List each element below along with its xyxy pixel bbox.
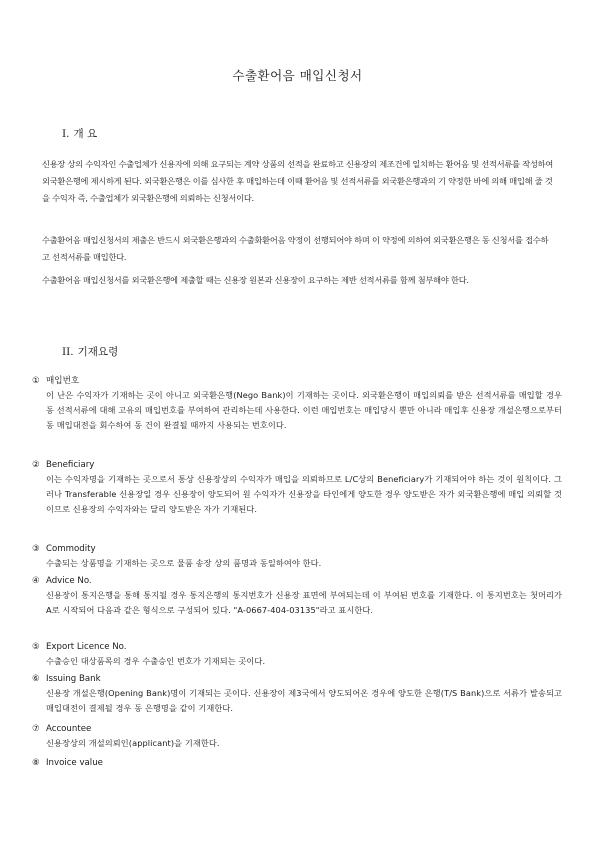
section-2-heading (62, 344, 118, 359)
section-2-number: II. (62, 346, 74, 358)
item-marker: ④ (32, 576, 40, 586)
item-description: 신용장이 통지은행을 통해 통지될 경우 통지은행의 통지번호가 신용장 표면에 부여되는데 이 부여된 번호를 기재한다. 이 통지번호는 첫머리가 A로 시작되어 다음과 같은 형식으로 구성되어 있다. "A-0667-404-03135"라고 표시한다. (46, 590, 562, 615)
item-label: Export Licence No. (46, 642, 127, 652)
field-item-export-licence (32, 640, 562, 669)
item-description: 수출되는 상품명을 기재하는 곳으로 물품 송장 상의 품명과 동일하여야 한다. (46, 558, 322, 568)
item-marker: ⑧ (32, 758, 40, 768)
item-label: Invoice value (46, 758, 103, 768)
item-label: Accountee (46, 724, 92, 734)
item-description: 신용장 개설은행(Opening Bank)명이 기재되는 곳이다. 신용장이 제3국에서 양도되어온 경우에 양도한 은행(T/S Bank)으로 서류가 발송되고 매입대전이 결제될 경우 동 은행명을 같이 기재한다. (46, 688, 562, 713)
item-description: 수출승인 대상품목의 경우 수출승인 번호가 기재되는 곳이다. (46, 656, 266, 666)
field-item-nego-number (32, 374, 562, 433)
section-1-heading (62, 126, 97, 141)
item-description: 이 난은 수익자가 기재하는 곳이 아니고 외국환은행(Nego Bank)이 기재하는 곳이다. 외국환은행이 매입의뢰를 받은 선적서류를 매입할 경우 동 선적서류에 대해 고유의 매입번호를 부여하여 관리하는데 사용한다. 이런 매입번호는 매입당시 뿐만 아니라 매입후 신용장 개설은행으로부터 동 매입대전을 회수하여 동 건이 완결될 때까지 사용되는 번호이다. (46, 390, 562, 430)
overview-paragraph-1: 신용장 상의 수익자인 수출업체가 신용자에 의해 요구되는 계약 상품의 선적을 완료하고 신용장의 제조건에 일치하는 환어음 및 선적서류를 작성하여 외국환은행에 제시하게 된다. 외국환은행은 이를 심사한 후 매입하는데 이때 환어음 및 선적서류를 외국환은행과의 기 약정한 바에 의해 매입해 줄 것을 수익자 즉, 수출업체가 외국환은행에 의뢰하는 신청서이다. (42, 159, 554, 203)
field-item-issuing-bank (32, 672, 562, 716)
section-1-title: 개 요 (73, 128, 98, 140)
item-marker: ⑥ (32, 674, 40, 684)
item-label: Commodity (46, 544, 96, 554)
item-description: 신용장상의 개설의뢰인(applicant)을 기재한다. (46, 738, 220, 748)
field-item-invoice-value (32, 756, 562, 770)
item-marker: ② (32, 460, 40, 470)
overview-paragraph-2: 수출환어음 매입신청서의 제출은 반드시 외국환은행과의 수출화환어음 약정이 선행되어야 하며 이 약정에 의하여 외국환은행은 동 신청서를 접수하고 선적서류를 매입한다. (42, 235, 549, 262)
field-item-accountee (32, 722, 562, 751)
item-label: Advice No. (46, 576, 92, 586)
overview-paragraph-3: 수출환어음 매입신청서를 외국환은행에 제출할 때는 신용장 원본과 신용장이 요구하는 제반 선적서류를 함께 첨부해야 한다. (42, 275, 469, 285)
item-label: Issuing Bank (46, 674, 101, 684)
field-item-advice-no (32, 574, 562, 618)
item-label: 매입번호 (46, 376, 80, 386)
item-label: Beneficiary (46, 460, 95, 470)
item-description: 이는 수익자명을 기재하는 곳으로서 통상 신용장상의 수익자가 매입을 의뢰하므로 L/C상의 Beneficiary가 기재되어야 하는 것이 원칙이다. 그러나 Transferable 신용장일 경우 신용장이 양도되어 원 수익자가 신용장을 타인에게 양도한 경우 양도받은 자가 외국환은행에 매입 의뢰할 것이므로 신용장의 수익자와는 달리 양도받은 자가 기재된다. (46, 474, 562, 514)
field-item-commodity (32, 542, 562, 571)
document-title: 수출환어음 매입신청서 (232, 68, 363, 83)
item-marker: ⑦ (32, 724, 40, 734)
item-marker: ③ (32, 544, 40, 554)
section-1-number: I. (62, 128, 70, 140)
field-item-beneficiary (32, 458, 562, 517)
item-marker: ① (32, 376, 40, 386)
item-marker: ⑤ (32, 642, 40, 652)
section-2-title: 기재요령 (77, 346, 119, 358)
